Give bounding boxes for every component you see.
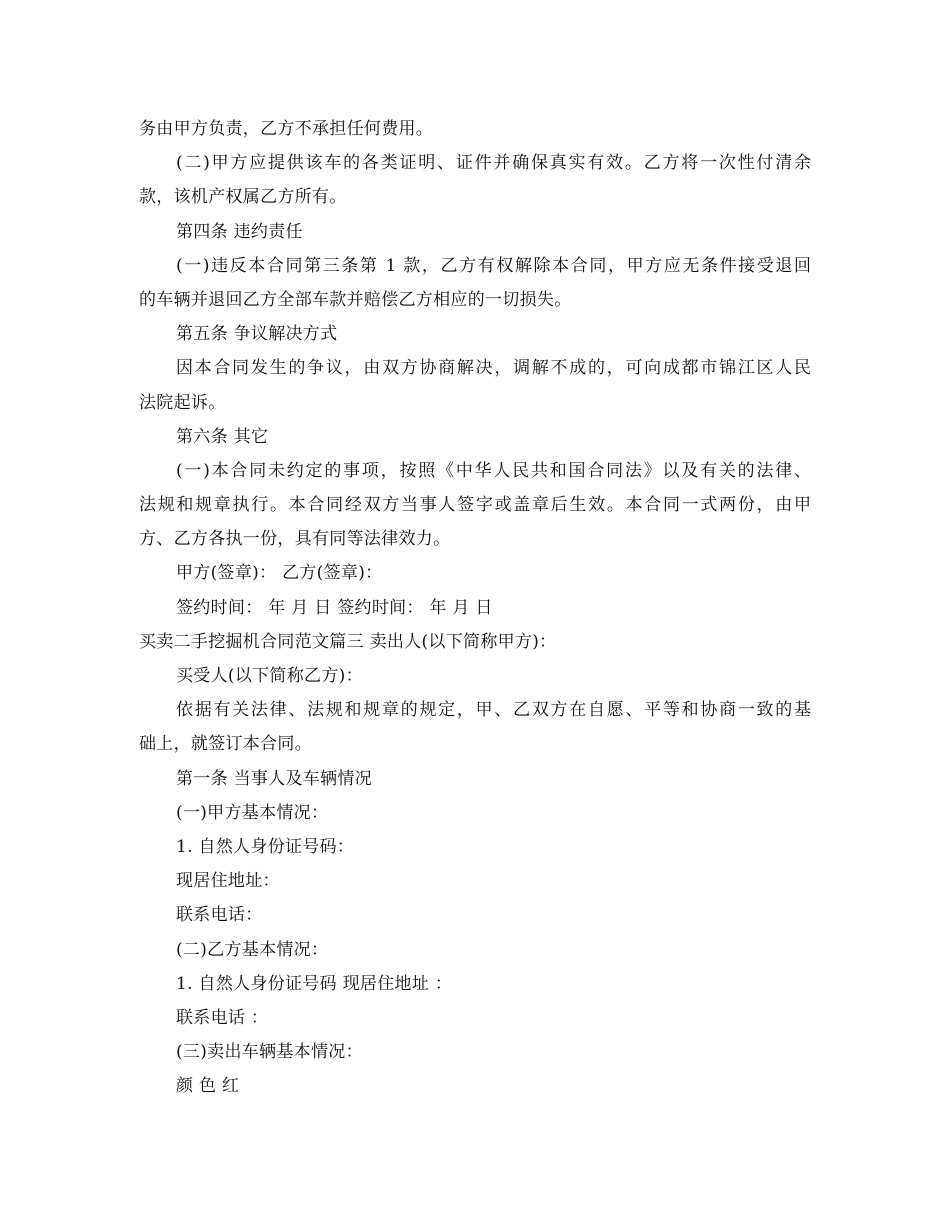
- text-line: 础上，就签订本合同。: [139, 734, 312, 755]
- text-line: 依据有关法律、法规和规章的规定，甲、乙双方在自愿、平等和协商一致的基: [176, 700, 811, 721]
- text-line: 第四条 违约责任: [176, 221, 303, 242]
- text-line: 1. 自然人身份证号码 现居住地址 ：: [176, 973, 453, 994]
- text-line: 买受人(以下简称乙方)：: [176, 666, 363, 686]
- text-line: 买卖二手挖掘机合同范文篇三 卖出人(以下简称甲方)：: [139, 631, 557, 652]
- document-page: [139, 112, 811, 1103]
- text-line: 第六条 其它: [176, 426, 269, 447]
- text-line: 颜 色 红: [176, 1076, 240, 1097]
- text-line: 1. 自然人身份证号码：: [176, 836, 355, 857]
- text-line: 联系电话 ：: [176, 1007, 269, 1028]
- text-line: 法院起诉。: [139, 392, 226, 413]
- text-line: 务由甲方负责，乙方不承担任何费用。: [139, 119, 434, 139]
- text-line: (一)甲方基本情况：: [176, 802, 329, 823]
- text-line: 甲方(签章)： 乙方(签章)：: [176, 563, 383, 584]
- text-line: 方、乙方各执一份，具有同等法律效力。: [139, 529, 451, 550]
- text-line: 第五条 争议解决方式: [176, 324, 338, 345]
- text-line: 联系电话：: [176, 905, 263, 926]
- text-line: 签约时间： 年 月 日 签约时间： 年 月 日: [176, 597, 493, 618]
- text-line: (二)乙方基本情况：: [176, 939, 329, 960]
- text-line: 因本合同发生的争议，由双方协商解决，调解不成的，可向成都市锦江区人民: [176, 358, 811, 379]
- text-line: (三)卖出车辆基本情况：: [176, 1042, 363, 1063]
- text-line: (一)违反本合同第三条第 1 款，乙方有权解除本合同，甲方应无条件接受退回: [176, 255, 811, 276]
- text-line: 现居住地址：: [176, 871, 280, 892]
- text-line: 第一条 当事人及车辆情况: [176, 768, 373, 789]
- text-line: 款，该机产权属乙方所有。: [139, 187, 347, 208]
- text-line: (一)本合同未约定的事项，按照《中华人民共和国合同法》以及有关的法律、: [176, 460, 811, 481]
- text-line: 的车辆并退回乙方全部车款并赔偿乙方相应的一切损失。: [139, 289, 572, 310]
- text-line: 法规和规章执行。本合同经双方当事人签字或盖章后生效。本合同一式两份，由甲: [139, 495, 811, 516]
- text-line: (二)甲方应提供该车的各类证明、证件并确保真实有效。乙方将一次性付清余: [176, 153, 811, 174]
